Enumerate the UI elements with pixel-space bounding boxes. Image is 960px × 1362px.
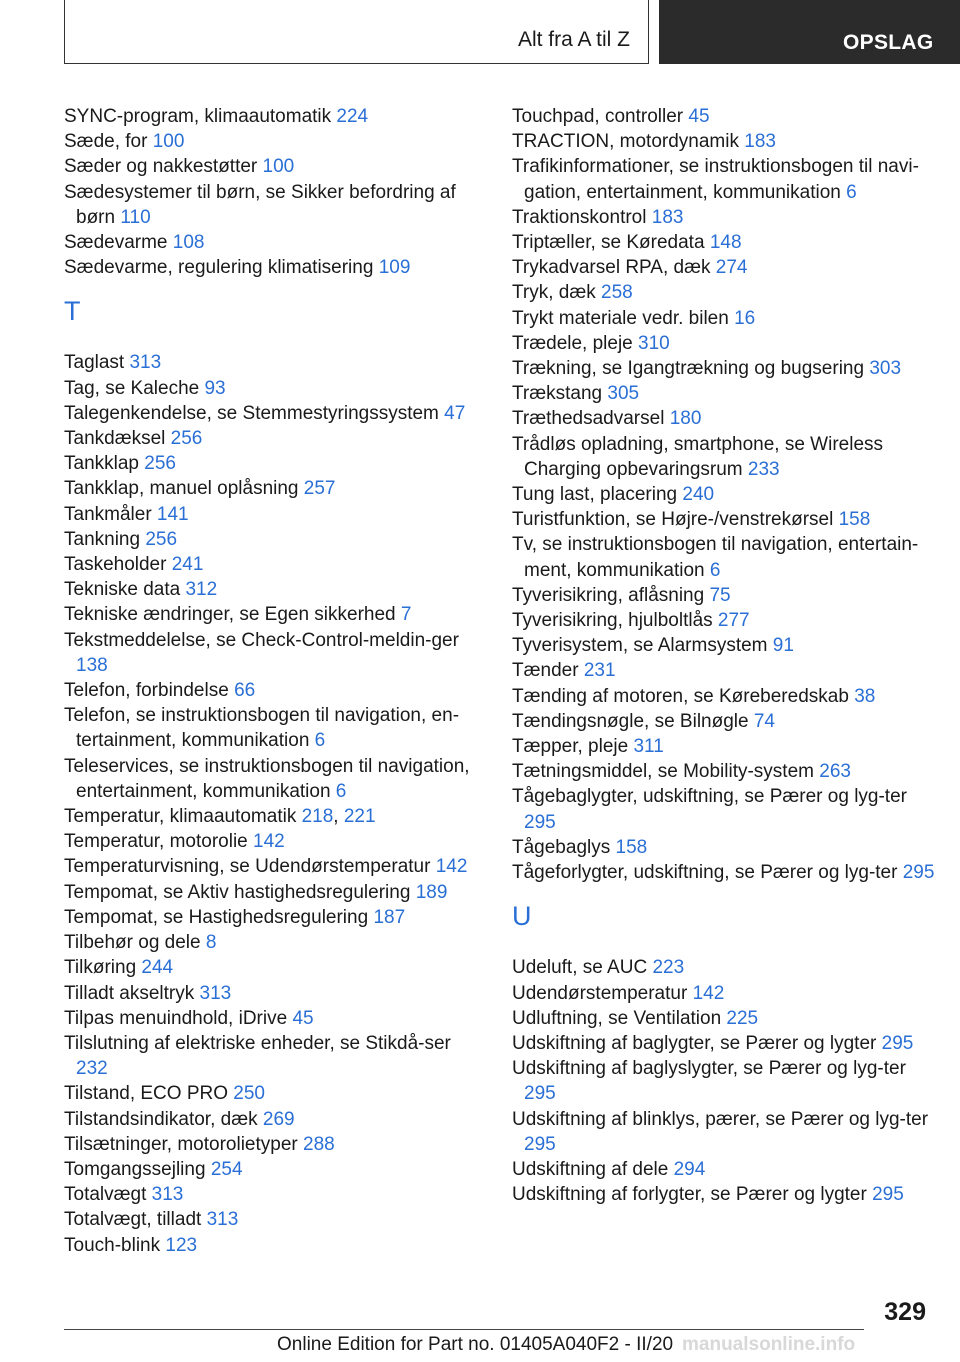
section-title: Alt fra A til Z: [517, 28, 630, 51]
index-entry: [512, 1006, 942, 1031]
page-reference-link[interactable]: 6: [846, 181, 857, 203]
page-reference-link[interactable]: 183: [651, 206, 684, 228]
page-reference-link[interactable]: 158: [615, 836, 648, 858]
index-entry-text: Tankdæksel: [64, 428, 171, 450]
page-reference-link[interactable]: 295: [524, 811, 556, 833]
index-entry-text: Turistfunktion, se Højre-/venstrekørsel: [512, 509, 839, 531]
index-entry: [512, 507, 942, 532]
page-reference-link[interactable]: 256: [144, 453, 176, 475]
page-number: 329: [884, 1298, 926, 1326]
footer-watermark: manualsonline.info: [682, 1334, 856, 1355]
index-entry-text: Trædele, pleje: [512, 332, 639, 354]
index-entry-text: Tætningsmiddel, se Mobility-system: [512, 761, 820, 783]
index-entry-text: Tilslutning af elektriske enheder, se Stikdå‐ser: [64, 1032, 451, 1054]
index-entry: [512, 230, 942, 255]
index-entry: [512, 381, 942, 406]
index-entry-text: Tænding af motoren, se Køreberedskab: [512, 685, 855, 707]
index-column-left: [64, 104, 484, 1258]
index-entry-text: Triptæller, se Køredata: [512, 232, 710, 254]
index-entry: [512, 306, 942, 331]
page-reference-link[interactable]: 313: [129, 352, 162, 374]
index-entry-text: Traktionskontrol: [512, 206, 652, 228]
page-reference-link[interactable]: 91: [772, 635, 794, 657]
index-entry: [512, 280, 942, 305]
index-column-right: [512, 104, 942, 1207]
index-entry-text: Taskeholder: [64, 554, 172, 576]
page-reference-link[interactable]: 183: [744, 131, 776, 153]
page-reference-link[interactable]: 256: [145, 528, 178, 550]
page-reference-link[interactable]: 109: [378, 257, 411, 279]
index-entry: [512, 658, 942, 683]
index-entry-text: Talegenkendelse, se Stemmestyringssystem: [64, 402, 445, 424]
footer-divider: [64, 1329, 864, 1330]
index-entry-text: Udskiftning af blinklys, pærer, se Pærer og lyg‐ter: [512, 1108, 929, 1130]
index-entry-text: Tankning: [64, 528, 146, 550]
page-reference-link[interactable]: 38: [854, 685, 876, 707]
page-reference-link[interactable]: 295: [881, 1032, 914, 1054]
index-entry: [64, 1031, 484, 1081]
index-entry: [64, 104, 484, 129]
index-entry-text: Trykadvarsel RPA, dæk: [512, 257, 716, 279]
index-entry-text: Trækstang: [512, 383, 608, 405]
index-entry: [64, 180, 484, 230]
page-reference-link[interactable]: 148: [709, 232, 742, 254]
page-reference-link[interactable]: 312: [185, 579, 218, 601]
index-entry: [512, 432, 942, 482]
page-reference-link[interactable]: 66: [234, 680, 256, 702]
index-entry-text: Tyverisikring, hjulboltlås: [512, 610, 718, 632]
index-entry-text: Touch-blink: [64, 1234, 166, 1256]
index-entry-text: Teleservices, se instruktionsbogen til navigation, entertainment, kommunikation: [64, 755, 470, 802]
page-reference-link[interactable]: 225: [726, 1007, 759, 1029]
index-entry-text: Sædevarme: [64, 232, 173, 254]
index-entry: [64, 1207, 484, 1232]
index-entry: [64, 1081, 484, 1106]
page-reference-link[interactable]: 305: [607, 383, 640, 405]
footer-edition-text: Online Edition for Part no. 01405A040F2 - II/20: [277, 1334, 674, 1355]
page-reference-link[interactable]: 313: [206, 1209, 239, 1231]
index-entry: [512, 154, 942, 204]
index-entry-text: Tilstandsindikator, dæk: [64, 1108, 263, 1130]
index-entry: [512, 1157, 942, 1182]
index-entry-text: Sædesystemer til børn, se Sikker befordring af børn: [64, 181, 456, 228]
index-entry: [512, 532, 942, 582]
index-letter-heading: T: [64, 296, 81, 327]
index-entry-text: Tekniske ændringer, se Egen sikkerhed: [64, 604, 401, 626]
page-reference-link[interactable]: 313: [199, 982, 232, 1004]
page-reference-link[interactable]: 254: [210, 1158, 243, 1180]
index-letter-heading: U: [512, 901, 532, 932]
index-entry-text: Udskiftning af forlygter, se Pærer og lygter: [512, 1184, 873, 1206]
page-reference-link[interactable]: 123: [165, 1234, 198, 1256]
index-entry-text: Sæder og nakkestøtter: [64, 156, 263, 178]
index-entry: [64, 350, 484, 375]
page-reference-link[interactable]: 288: [303, 1133, 335, 1155]
index-entry-text: Udskiftning af baglyslygter, se Pærer og lyg‐ter: [512, 1058, 906, 1080]
index-entry-text: Trafikinformationer, se instruktionsbogen til navi‐gation, entertainment, kommunikation: [512, 156, 919, 203]
index-entry-text: Tryk, dæk: [512, 282, 602, 304]
index-entry: [64, 829, 484, 854]
index-entry-text: Udeluft, se AUC: [512, 957, 653, 979]
index-entry: [64, 905, 484, 930]
index-entry-text: Tilstand, ECO PRO: [64, 1083, 234, 1105]
index-entry-text: Temperaturvisning, se Udendørstemperatur: [64, 856, 436, 878]
index-entry: [512, 709, 942, 734]
index-entry: [64, 527, 484, 552]
index-entry: [64, 1157, 484, 1182]
index-entry-text: Tilkøring: [64, 957, 142, 979]
index-entry-text: Temperatur, motorolie: [64, 831, 254, 853]
index-entry-text: Tilsætninger, motorolietyper: [64, 1133, 304, 1155]
index-entry-text: Telefon, forbindelse: [64, 680, 235, 702]
index-entry: [512, 784, 942, 834]
index-entry: [64, 854, 484, 879]
index-entry: [64, 129, 484, 154]
index-entry-text: Udendørstemperatur: [512, 982, 693, 1004]
index-entry-text: Telefon, se instruktionsbogen til navigation, en‐tertainment, kommunikation: [64, 705, 460, 752]
page-reference-link[interactable]: 258: [601, 282, 633, 304]
index-entry-text: Tankmåler: [64, 503, 157, 525]
page-reference-link[interactable]: 313: [151, 1184, 184, 1206]
page-reference-link[interactable]: 6: [335, 780, 347, 802]
page-reference-link[interactable]: 263: [819, 761, 851, 783]
index-entry-text: Tekniske data: [64, 579, 186, 601]
index-entry: [64, 255, 484, 280]
page-reference-link[interactable]: 93: [204, 377, 226, 399]
index-entry: [64, 1107, 484, 1132]
index-entry: [64, 981, 484, 1006]
page-reference-link[interactable]: 294: [673, 1158, 706, 1180]
index-entry: [64, 502, 484, 527]
page-reference-link[interactable]: 250: [233, 1083, 265, 1105]
index-entry-text: Trækning, se Igangtrækning og bugsering: [512, 358, 870, 380]
page-reference-link[interactable]: 158: [838, 509, 871, 531]
chapter-tab-label: OPSLAG: [843, 31, 934, 54]
index-entry-text: Tempomat, se Aktiv hastighedsregulering: [64, 881, 416, 903]
page-reference-link[interactable]: 310: [638, 332, 670, 354]
page-reference-link[interactable]: 45: [292, 1007, 314, 1029]
index-entry-text: Tyverisikring, aflåsning: [512, 584, 710, 606]
index-entry: [512, 406, 942, 431]
index-entry: [512, 104, 942, 129]
page-reference-link[interactable]: 233: [747, 458, 780, 480]
index-entry: [512, 1056, 942, 1106]
page-ref-separator: ,: [333, 806, 344, 828]
page-reference-link[interactable]: 45: [688, 106, 710, 127]
index-entry: [64, 703, 484, 753]
page-reference-link[interactable]: 244: [141, 957, 174, 979]
page-reference-link[interactable]: 16: [734, 307, 756, 329]
page-reference-link[interactable]: 231: [583, 660, 616, 682]
index-entry-text: Tæpper, pleje: [512, 736, 634, 758]
page-reference-link[interactable]: 241: [171, 554, 204, 576]
index-entry-text: Tågebaglys: [512, 836, 616, 858]
page-reference-link[interactable]: 187: [373, 906, 406, 928]
page-reference-link[interactable]: 110: [120, 206, 151, 228]
index-entry-text: Tekstmeddelelse, se Check-Control-meldin‐ger: [64, 629, 459, 651]
page-reference-link[interactable]: 6: [709, 559, 721, 581]
index-entry: [64, 955, 484, 980]
page-reference-link[interactable]: 180: [669, 408, 702, 430]
page-reference-link[interactable]: 257: [303, 478, 336, 500]
page-reference-link[interactable]: 256: [170, 428, 203, 450]
page-reference-link[interactable]: 7: [400, 604, 412, 626]
index-entry: [64, 1006, 484, 1031]
page-reference-link[interactable]: 189: [415, 881, 448, 903]
page-reference-link[interactable]: 295: [524, 1133, 556, 1155]
page-reference-link[interactable]: 269: [262, 1108, 295, 1130]
index-entry: [64, 1132, 484, 1157]
index-entry: [512, 860, 942, 885]
page-reference-link[interactable]: 311: [633, 736, 664, 758]
index-entry: [64, 577, 484, 602]
index-entry: [512, 1182, 942, 1207]
page-reference-link[interactable]: 218: [301, 806, 334, 828]
index-entry: [64, 154, 484, 179]
page-reference-link[interactable]: 274: [715, 257, 748, 279]
index-entry-text: Tænder: [512, 660, 584, 682]
index-entry: [512, 633, 942, 658]
index-entry-text: Tilbehør og dele: [64, 932, 206, 954]
index-entry-text: Tag, se Kaleche: [64, 377, 205, 399]
page-reference-link[interactable]: 223: [652, 957, 685, 979]
index-entry: [64, 880, 484, 905]
page-reference-link[interactable]: 6: [314, 730, 326, 752]
index-entry: [64, 930, 484, 955]
index-entry-text: Udskiftning af dele: [512, 1158, 674, 1180]
index-entry-text: Trådløs opladning, smartphone, se Wireless Charging opbevaringsrum: [512, 433, 884, 480]
index-entry-text: Totalvægt: [64, 1184, 152, 1206]
index-entry: [512, 734, 942, 759]
index-entry-text: Taglast: [64, 352, 130, 374]
index-entry: [512, 255, 942, 280]
index-entry: [512, 1031, 942, 1056]
index-entry-text: Tempomat, se Hastighedsregulering: [64, 906, 374, 928]
index-entry-text: Tankklap, manuel oplåsning: [64, 478, 304, 500]
index-entry-text: Træthedsadvarsel: [512, 408, 670, 430]
page-reference-link[interactable]: 74: [753, 710, 775, 732]
index-entry-text: Udskiftning af baglygter, se Pærer og lygter: [512, 1032, 882, 1054]
index-entry-text: Tung last, placering: [512, 484, 683, 506]
page-reference-link[interactable]: 295: [872, 1184, 904, 1206]
index-entry: [512, 759, 942, 784]
index-entry: [64, 628, 484, 678]
index-entry: [64, 602, 484, 627]
index-entry-text: Udluftning, se Ventilation: [512, 1007, 727, 1029]
chapter-tab: [659, 0, 960, 64]
index-entry: [512, 356, 942, 381]
page-reference-link[interactable]: 224: [336, 106, 369, 127]
index-entry-text: Temperatur, klimaautomatik: [64, 806, 302, 828]
index-entry-text: Totalvægt, tilladt: [64, 1209, 207, 1231]
page-reference-link[interactable]: 138: [76, 654, 108, 676]
index-entry: [512, 129, 942, 154]
index-entry-text: TRACTION, motordynamik: [512, 131, 745, 153]
index-entry-text: Tv, se instruktionsbogen til navigation, entertain‐ment, kommunikation: [512, 534, 919, 581]
index-entry-text: Tågebaglygter, udskiftning, se Pærer og lyg‐ter: [512, 786, 907, 808]
index-entry: [64, 552, 484, 577]
page-reference-link[interactable]: 240: [682, 484, 715, 506]
index-entry-text: Tågeforlygter, udskiftning, se Pærer og lyg‐ter: [512, 862, 903, 884]
page-reference-link[interactable]: 295: [902, 862, 935, 884]
index-entry-text: Tomgangssejling: [64, 1158, 211, 1180]
page-reference-link[interactable]: 47: [444, 402, 466, 424]
page-reference-link[interactable]: 277: [717, 610, 750, 632]
page-reference-link[interactable]: 75: [709, 584, 731, 606]
index-entry-text: Tyverisystem, se Alarmsystem: [512, 635, 773, 657]
page-reference-link[interactable]: 232: [76, 1058, 108, 1080]
index-entry: [512, 205, 942, 230]
page-reference-link[interactable]: 303: [869, 358, 902, 380]
index-entry-text: Tilladt akseltryk: [64, 982, 200, 1004]
index-entry: [512, 835, 942, 860]
index-entry: [512, 1107, 942, 1157]
page-reference-link[interactable]: 141: [156, 503, 189, 525]
index-entry: [512, 608, 942, 633]
index-entry-text: SYNC-program, klimaautomatik: [64, 106, 337, 127]
index-entry: [64, 804, 484, 829]
index-entry: [64, 754, 484, 804]
page-reference-link[interactable]: 100: [262, 156, 295, 178]
index-entry-text: Tilpas menuindhold, iDrive: [64, 1007, 293, 1029]
index-entry: [512, 482, 942, 507]
page-reference-link[interactable]: 295: [524, 1083, 556, 1105]
index-entry-text: Tankklap: [64, 453, 145, 475]
index-entry: [64, 401, 484, 426]
page-reference-link[interactable]: 142: [692, 982, 725, 1004]
index-entry: [64, 376, 484, 401]
index-entry-text: Trykt materiale vedr. bilen: [512, 307, 735, 329]
index-entry-text: Sædevarme, regulering klimatisering: [64, 257, 379, 279]
page-reference-link[interactable]: 108: [172, 232, 205, 254]
index-entry-text: Sæde, for: [64, 131, 153, 153]
index-entry: [512, 331, 942, 356]
index-entry: [64, 678, 484, 703]
index-entry: [512, 955, 942, 980]
index-entry: [64, 1182, 484, 1207]
page-reference-link[interactable]: 100: [152, 131, 185, 153]
index-entry: [64, 230, 484, 255]
index-entry: [64, 451, 484, 476]
index-entry: [64, 476, 484, 501]
index-entry-text: Touchpad, controller: [512, 106, 689, 127]
index-entry-text: Tændingsnøgle, se Bilnøgle: [512, 710, 754, 732]
page-reference-link[interactable]: 142: [435, 856, 468, 878]
page-reference-link[interactable]: 8: [205, 932, 217, 954]
page-reference-link[interactable]: 221: [343, 806, 376, 828]
index-entry: [512, 583, 942, 608]
page-reference-link[interactable]: 142: [253, 831, 285, 853]
index-entry: [512, 981, 942, 1006]
index-entry: [64, 1233, 484, 1258]
index-entry: [512, 684, 942, 709]
index-entry: [64, 426, 484, 451]
